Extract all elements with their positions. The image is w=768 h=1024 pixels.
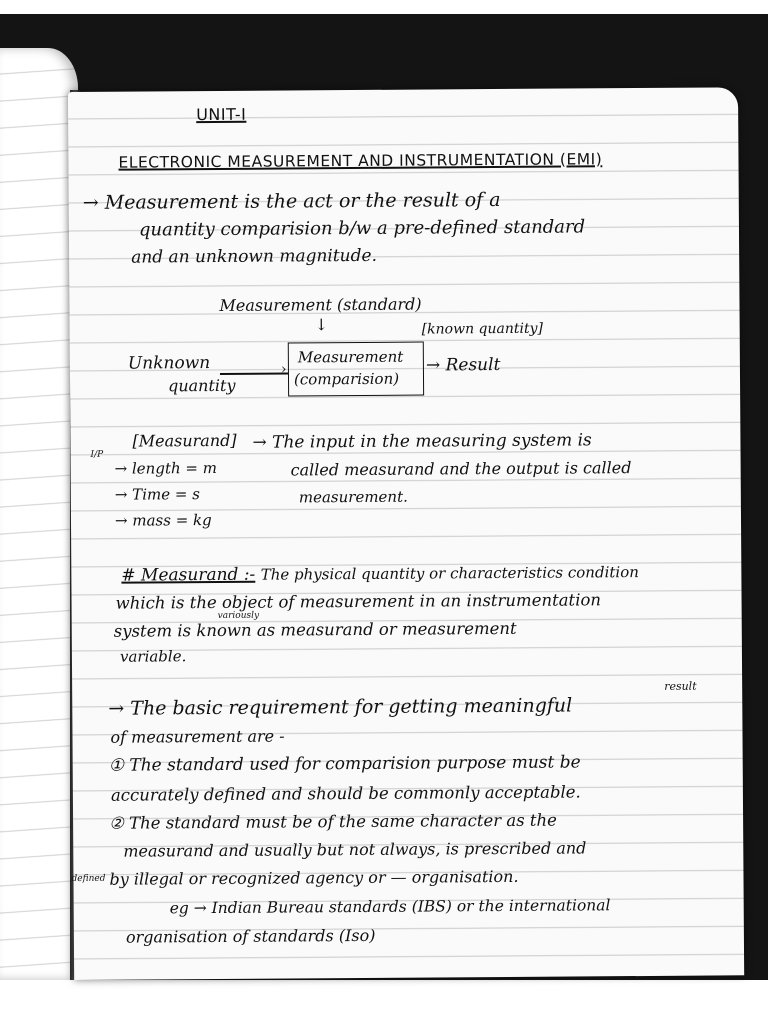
measurand-box-label: [Measurand] [132, 430, 237, 451]
measurand-item-time: → Time = s [114, 485, 200, 504]
point-2-line-1: ② The standard must be of the same character as the [109, 810, 557, 833]
point-1-line-2: accurately defined and should be commonly acceptable. [110, 782, 581, 805]
margin-note: I/P [90, 449, 104, 460]
definition-line-1: → Measurement is the act or the result of a [82, 188, 501, 214]
diagram-quantity-label: quantity [167, 375, 236, 396]
measurand-def-insert: variously [217, 610, 260, 621]
arrow-head-icon: › [280, 361, 287, 378]
diagram-result-label: → Result [425, 354, 501, 376]
measurand-item-length: → length = m [114, 458, 217, 478]
measurand-explain-line-2: called measurand and the output is called [290, 458, 632, 480]
top-border [0, 0, 768, 14]
definition-line-2: quantity comparision b/w a pre-defined standard [138, 216, 586, 241]
measurand-def-line-3: system is known as measurand or measurement [113, 618, 517, 641]
input-arrow-line [220, 372, 288, 374]
unit-title: UNIT-I [196, 104, 247, 125]
diagram-known-label: [known quantity] [421, 320, 544, 338]
left-notebook-page [0, 48, 78, 980]
measurand-item-mass: → mass = kg [114, 511, 212, 530]
point-1-line-1: ① The standard used for comparision purpose must be [108, 752, 581, 776]
example-line-2: organisation of standards (Iso) [125, 925, 376, 947]
requirement-line-1: → The basic requirement for getting meaningful [108, 694, 573, 720]
point-2-margin: defined [71, 873, 106, 884]
main-title: ELECTRONIC MEASUREMENT AND INSTRUMENTATION (EMI) [118, 150, 603, 172]
definition-line-3: and an unknown magnitude. [131, 245, 378, 268]
requirement-line-2: of measurement are - [110, 726, 285, 747]
down-arrow-icon: ↓ [314, 315, 329, 335]
measurand-heading: # Measurand :- The physical quantity or characteristics condition [121, 563, 639, 586]
requirement-insert: result [664, 679, 697, 693]
example-line-1: eg → Indian Bureau standards (IBS) or the international [169, 896, 611, 918]
point-2-line-2: measurand and usually but not always, is prescribed and [123, 838, 587, 861]
measurand-def-line-2: which is the object of measurement in an instrumentation [115, 590, 602, 613]
measurand-def-line-4: variable. [119, 647, 187, 666]
box-line-2: (comparision) [293, 369, 400, 389]
measurand-explain-line-3: measurement. [298, 487, 408, 507]
point-2-line-3: by illegal or recognized agency or — organisation. [109, 866, 519, 889]
diagram-unknown-label: Unknown [127, 353, 211, 374]
box-line-1: Measurement [297, 347, 404, 367]
diagram-standard-label: Measurement (standard) [219, 294, 422, 315]
notebook-page [68, 87, 744, 980]
measurand-explain-line-1: → The input in the measuring system is [252, 430, 592, 453]
bottom-border [0, 980, 768, 1024]
